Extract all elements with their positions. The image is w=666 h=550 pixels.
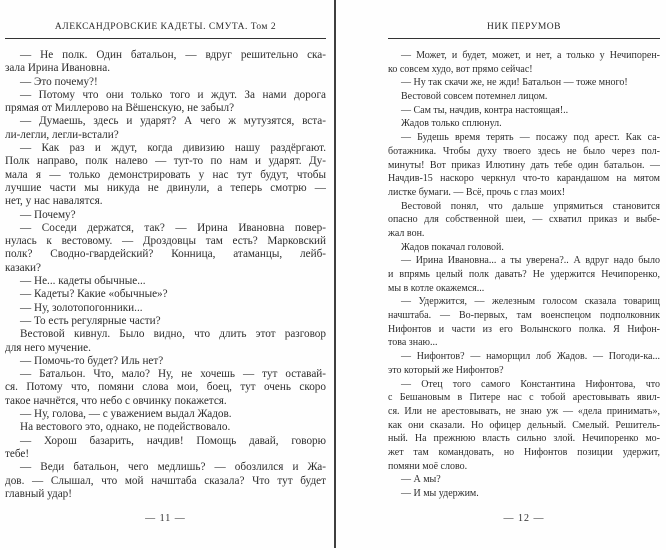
text-line: — То есть регулярные части?: [20, 314, 161, 327]
text-line: това знаю...: [388, 337, 438, 349]
text-line: Вестовой понял, что дальше упрямиться становится: [401, 200, 660, 212]
text-line: — Думаешь, здесь и ударят? А чего ж мутузятся, вста-: [20, 115, 326, 128]
page-text-left: [5, 49, 326, 501]
text-line: — А мы?: [401, 474, 441, 486]
text-line: Начдив-15 наскоро черкнул что-то карандашом на мятом: [388, 173, 660, 185]
text-line: — Это почему?!: [20, 75, 98, 88]
header-rule-right: [388, 38, 660, 39]
text-line: жал вон.: [388, 227, 425, 239]
text-line: На вестового это, однако, не подействовало.: [20, 421, 231, 434]
text-line: Жадов только сплюнул.: [401, 118, 502, 130]
text-line: — Помочь-то будет? Иль нет?: [20, 354, 164, 367]
text-line: ся. Потому что, помяни слова мои, боец, тут очень скоро: [5, 381, 326, 394]
text-line: начштаба. — Во-первых, там военспецом подполковник: [388, 310, 660, 322]
text-line: как они сказали. Но офицер дельный. Смелый. Решитель-: [388, 419, 660, 431]
text-line: главный удар!: [5, 487, 73, 500]
text-line: мы в котле окажемся...: [388, 282, 485, 294]
text-line: лучшие части мы никуда не двинули, а теперь смотрю —: [5, 181, 326, 194]
page-left: [5, 0, 326, 550]
text-line: помяни моё слово.: [388, 460, 468, 472]
text-line: — Будешь время терять — посажу под арест. Как са-: [401, 132, 660, 144]
text-line: — Сам ты, начдив, контра настоящая!..: [401, 104, 569, 116]
text-line: нулась к вестовому. — Дроздовцы там есть? Марковский: [5, 235, 326, 248]
text-line: дов. — Слышал, что мой начштаба сказала? Что тут будет: [5, 474, 326, 487]
page-number-right: — 12 —: [503, 513, 545, 524]
text-line: минуты! Вот приказ Илютину дать тебе один батальон. —: [388, 159, 660, 171]
text-line: полк? Сводно-гвардейский? Конница, атаманцы, лейб-: [5, 248, 326, 261]
text-line: жет там командовать, но Нифонтов позиции удержит,: [388, 446, 660, 458]
spine-divider: [334, 0, 336, 548]
text-line: нет, у нас навалятся.: [5, 195, 103, 208]
text-line: Нифонтов и части из его Волынского полка. Я Нифон-: [388, 323, 660, 335]
text-line: Жадов покачал головой.: [401, 241, 504, 253]
text-line: листке бумаги. — Всё, прочь с глаз моих!: [388, 186, 566, 198]
text-line: — Удержится, — железным голосом сказала товарищ: [401, 296, 660, 308]
running-header-left: АЛЕКСАНДРОВСКИЕ КАДЕТЫ. СМУТА. Том 2: [54, 22, 277, 32]
text-line: тебе!: [5, 447, 30, 460]
page-text-right: [388, 49, 660, 501]
text-line: — Не полк. Один батальон, — вдруг решительно ска-: [20, 49, 326, 61]
text-line: Полк направо, полк налево — тут-то по нам и ударят. Ду-: [5, 155, 326, 168]
text-line: прямая от Миллерово на Вёшенскую, не забыл?: [5, 102, 235, 115]
text-line: ный. На прежнюю власть сильно злой. Нечипоренко мо-: [388, 433, 660, 445]
text-line: для него мучение.: [5, 341, 91, 354]
text-line: такое начнётся, что небо с овчинку покажется.: [5, 394, 227, 407]
text-line: — Нифонтов? — наморщил лоб Жадов. — Погоди-ка...: [401, 351, 660, 363]
text-line: с Бешановым в Питере нас с тобой арестовывать явил-: [388, 392, 660, 404]
text-line: ли-легли, легли-встали?: [5, 128, 119, 141]
page-number-left: — 11 —: [145, 513, 186, 524]
text-line: — Хорош базарить, начдив! Помощь давай, говорю: [20, 434, 326, 447]
text-line: это который же Нифонтов?: [388, 364, 504, 376]
header-rule-left: [5, 38, 326, 39]
text-line: зала Ирина Ивановна.: [5, 62, 111, 75]
text-line: — Потому что они только того и ждут. За нами дорога: [20, 88, 326, 101]
text-line: — Ну, голова, — с уважением выдал Жадов.: [20, 408, 232, 421]
text-line: мала я — только демонстрировать у нас тут будут, чтобы: [5, 168, 326, 181]
text-line: — Веди батальон, чего медлишь? — обозлился и Жа-: [20, 461, 326, 474]
text-line: — Ну так скачи же, не жди! Батальон — тоже много!: [401, 77, 628, 89]
text-line: — Батальон. Что, мало? Ну, не хочешь — тут оставай-: [20, 368, 326, 381]
text-line: — Как раз и ждут, когда дивизию нашу раздёргают.: [20, 142, 326, 155]
text-line: — И мы удержим.: [401, 488, 479, 499]
text-line: и впрямь целый полк давать? Не удержится Нечипоренко,: [388, 269, 660, 280]
text-line: — Не... кадеты обычные...: [20, 275, 146, 288]
text-line: — Отец того самого Константина Нифонтова, что: [401, 378, 660, 390]
text-line: ботажника. Чтобы духу твоего здесь не было через пол-: [388, 145, 660, 157]
text-line: опасно для собственной шеи, — схватил приказ и выбе-: [388, 214, 660, 226]
text-line: ся. Или не арестовывать, не знаю уж — «дела принимать»,: [388, 405, 660, 417]
text-line: — Соседи держатся, так? — Ирина Ивановна повер-: [20, 221, 326, 234]
text-line: ко совсем худо, вот прямо сейчас!: [388, 63, 533, 75]
running-header-right: НИК ПЕРУМОВ: [486, 22, 561, 32]
text-line: — Кадеты? Какие «обычные»?: [20, 288, 168, 301]
text-line: Вестовой кивнул. Было видно, что длить этот разговор: [20, 328, 326, 341]
text-line: казаки?: [5, 261, 42, 274]
text-line: — Может, и будет, может, и нет, а только у Нечипорен-: [401, 50, 660, 61]
page-right: [388, 0, 660, 550]
text-line: — Ирина Ивановна... а ты уверена?.. А вдруг надо было: [401, 255, 660, 267]
text-line: — Почему?: [20, 208, 76, 221]
text-line: Вестовой совсем потемнел лицом.: [401, 91, 548, 103]
text-line: — Ну, золотопогонники...: [20, 301, 143, 314]
